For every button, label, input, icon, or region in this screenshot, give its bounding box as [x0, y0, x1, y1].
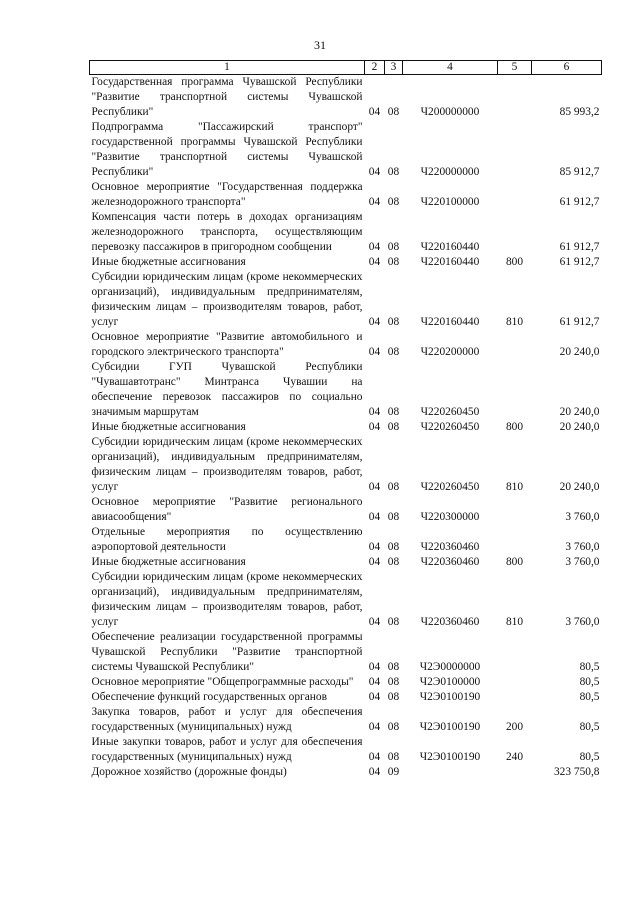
row-target-article: Ч220360460: [420, 556, 480, 568]
row-name: Субсидии юридическим лицам (кроме некоммерческих организаций), индивидуальным предпринимателям, физическим лицам – производителям товаров, работ, услуг: [91, 436, 363, 493]
row-section: 04: [368, 406, 381, 418]
row-amount: 3 760,0: [565, 541, 600, 553]
row-name: Основное мероприятие "Развитие регионального авиасообщения": [91, 496, 363, 523]
row-target-article: Ч2Э0100000: [419, 676, 481, 688]
table-row: [90, 555, 602, 570]
row-amount: 20 240,0: [559, 346, 600, 358]
row-subsection: 08: [387, 166, 400, 178]
row-amount: 80,5: [579, 751, 600, 763]
table-header: [90, 61, 602, 75]
row-subsection: 08: [387, 511, 400, 523]
row-target-article: Ч220160440: [420, 241, 480, 253]
row-amount: 20 240,0: [559, 421, 600, 433]
row-subsection: 08: [387, 751, 400, 763]
row-expense-type: [498, 495, 532, 525]
row-subsection: 08: [387, 421, 400, 433]
row-subsection: 08: [387, 346, 400, 358]
header-col-section: 2: [365, 61, 385, 75]
row-target-article: Ч2Э0100190: [419, 751, 481, 763]
table-row: [90, 420, 602, 435]
row-name: Обеспечение функций государственных органов: [91, 691, 327, 703]
row-section: 04: [368, 256, 381, 268]
row-target-article: Ч220300000: [420, 511, 480, 523]
row-amount: 20 240,0: [559, 406, 600, 418]
row-section: 04: [368, 661, 381, 673]
row-expense-type: [498, 75, 532, 121]
row-section: 04: [368, 676, 381, 688]
row-target-article: Ч200000000: [420, 106, 480, 118]
row-section: 04: [368, 556, 381, 568]
row-target-article: Ч220260450: [420, 406, 480, 418]
row-target-article: Ч220160440: [420, 316, 480, 328]
row-subsection: 08: [387, 196, 400, 208]
row-name: Иные бюджетные ассигнования: [91, 256, 246, 268]
row-expense-type: [498, 210, 532, 255]
row-target-article: [403, 765, 498, 780]
row-section: 04: [368, 421, 381, 433]
row-amount: 80,5: [579, 721, 600, 733]
row-expense-type: 810: [505, 316, 524, 328]
row-subsection: 08: [387, 241, 400, 253]
row-subsection: 08: [387, 541, 400, 553]
table-row: [90, 75, 602, 121]
row-subsection: 08: [387, 106, 400, 118]
row-section: 04: [368, 166, 381, 178]
row-expense-type: 800: [505, 421, 524, 433]
row-expense-type: [498, 765, 532, 780]
row-target-article: Ч220200000: [420, 346, 480, 358]
table-row: [90, 690, 602, 705]
table-row: [90, 210, 602, 255]
row-name: Иные бюджетные ассигнования: [91, 421, 246, 433]
row-name: Обеспечение реализации государственной программы Чувашской Республики "Развитие транспортной системы Чувашской Республики": [91, 631, 363, 673]
row-amount: 3 760,0: [565, 511, 600, 523]
header-col-amount: 6: [532, 61, 602, 75]
row-target-article: Ч2Э0100190: [419, 721, 481, 733]
table-row: [90, 120, 602, 180]
row-subsection: 08: [387, 556, 400, 568]
header-col-expense-type: 5: [498, 61, 532, 75]
row-subsection: 08: [387, 676, 400, 688]
table-row: [90, 630, 602, 675]
row-expense-type: [498, 675, 532, 690]
row-subsection: 09: [387, 766, 400, 778]
row-subsection: 08: [387, 316, 400, 328]
row-amount: 61 912,7: [559, 196, 600, 208]
row-expense-type: 200: [505, 721, 524, 733]
row-expense-type: [498, 690, 532, 705]
row-section: 04: [368, 316, 381, 328]
row-section: 04: [368, 241, 381, 253]
row-subsection: 08: [387, 616, 400, 628]
row-name: Компенсация части потерь в доходах организациям железнодорожного транспорта, осуществляющим перевозку пассажиров в пригородном сообщении: [91, 211, 363, 253]
row-amount: 3 760,0: [565, 616, 600, 628]
row-section: 04: [368, 346, 381, 358]
table-row: [90, 270, 602, 330]
row-expense-type: 800: [505, 256, 524, 268]
row-expense-type: 810: [505, 481, 524, 493]
row-amount: 85 993,2: [559, 106, 600, 118]
row-target-article: Ч220360460: [420, 541, 480, 553]
row-target-article: Ч220160440: [420, 256, 480, 268]
row-expense-type: [498, 120, 532, 180]
page-number: 31: [314, 38, 326, 52]
row-amount: 80,5: [579, 691, 600, 703]
row-amount: 61 912,7: [559, 241, 600, 253]
row-target-article: Ч220260450: [420, 421, 480, 433]
row-section: 04: [368, 511, 381, 523]
row-expense-type: [498, 180, 532, 210]
row-amount: 323 750,8: [553, 766, 600, 778]
header-col-subsection: 3: [385, 61, 403, 75]
table-row: [90, 735, 602, 765]
row-section: 04: [368, 541, 381, 553]
row-name: Субсидии юридическим лицам (кроме некоммерческих организаций), индивидуальным предпринимателям, физическим лицам – производителям товаров, работ, услуг: [91, 271, 363, 328]
table-row: [90, 495, 602, 525]
row-section: 04: [368, 721, 381, 733]
row-section: 04: [368, 616, 381, 628]
row-amount: 80,5: [579, 676, 600, 688]
row-name: Субсидии ГУП Чувашской Республики "Чувашавтотранс" Минтранса Чувашии на обеспечение перевозок пассажиров по социально значимым маршрутам: [91, 361, 363, 418]
row-expense-type: [498, 630, 532, 675]
table-row: [90, 180, 602, 210]
row-expense-type: 800: [505, 556, 524, 568]
row-subsection: 08: [387, 481, 400, 493]
row-name: Дорожное хозяйство (дорожные фонды): [91, 766, 287, 778]
row-target-article: Ч2Э0000000: [419, 661, 481, 673]
row-section: 04: [368, 106, 381, 118]
row-amount: 20 240,0: [559, 481, 600, 493]
row-name: Подпрограмма "Пассажирский транспорт" государственной программы Чувашской Республики "Развитие транспортной системы Чувашской Республики": [91, 121, 363, 178]
table-row: [90, 525, 602, 555]
row-expense-type: [498, 525, 532, 555]
row-amount: 80,5: [579, 661, 600, 673]
row-amount: 85 912,7: [559, 166, 600, 178]
row-subsection: 08: [387, 406, 400, 418]
row-amount: 61 912,7: [559, 316, 600, 328]
row-name: Иные бюджетные ассигнования: [91, 556, 246, 568]
row-subsection: 08: [387, 661, 400, 673]
row-subsection: 08: [387, 691, 400, 703]
row-expense-type: 810: [505, 616, 524, 628]
row-name: Закупка товаров, работ и услуг для обеспечения государственных (муниципальных) нужд: [91, 706, 363, 733]
row-amount: 61 912,7: [559, 256, 600, 268]
row-section: 04: [368, 196, 381, 208]
table-row: [90, 360, 602, 420]
budget-table: [89, 60, 602, 780]
row-expense-type: [498, 360, 532, 420]
table-row: [90, 255, 602, 270]
table-row: [90, 765, 602, 780]
row-expense-type: [498, 330, 532, 360]
row-name: Основное мероприятие "Развитие автомобильного и городского электрического транспорта": [91, 331, 363, 358]
row-subsection: 08: [387, 256, 400, 268]
row-target-article: Ч220360460: [420, 616, 480, 628]
table-body: [90, 75, 602, 781]
row-section: 04: [368, 481, 381, 493]
table-row: [90, 435, 602, 495]
row-target-article: Ч220000000: [420, 166, 480, 178]
row-expense-type: 240: [505, 751, 524, 763]
row-section: 04: [368, 751, 381, 763]
row-name: Государственная программа Чувашской Республики "Развитие транспортной системы Чувашской Республики": [91, 76, 363, 118]
header-row: [90, 61, 602, 75]
row-target-article: Ч220100000: [420, 196, 480, 208]
row-amount: 3 760,0: [565, 556, 600, 568]
row-name: Отдельные мероприятия по осуществлению аэропортовой деятельности: [91, 526, 363, 553]
row-target-article: Ч2Э0100190: [419, 691, 481, 703]
table-row: [90, 570, 602, 630]
row-target-article: Ч220260450: [420, 481, 480, 493]
row-subsection: 08: [387, 721, 400, 733]
row-name: Основное мероприятие "Государственная поддержка железнодорожного транспорта": [91, 181, 363, 208]
row-section: 04: [368, 691, 381, 703]
header-col-name: 1: [90, 61, 365, 75]
row-name: Субсидии юридическим лицам (кроме некоммерческих организаций), индивидуальным предпринимателям, физическим лицам – производителям товаров, работ, услуг: [91, 571, 363, 628]
table-row: [90, 330, 602, 360]
table-row: [90, 705, 602, 735]
table-row: [90, 675, 602, 690]
row-name: Основное мероприятие "Общепрограммные расходы": [91, 676, 354, 688]
row-section: 04: [368, 766, 381, 778]
row-name: Иные закупки товаров, работ и услуг для обеспечения государственных (муниципальных) нужд: [91, 736, 363, 763]
header-col-target-article: 4: [403, 61, 498, 75]
